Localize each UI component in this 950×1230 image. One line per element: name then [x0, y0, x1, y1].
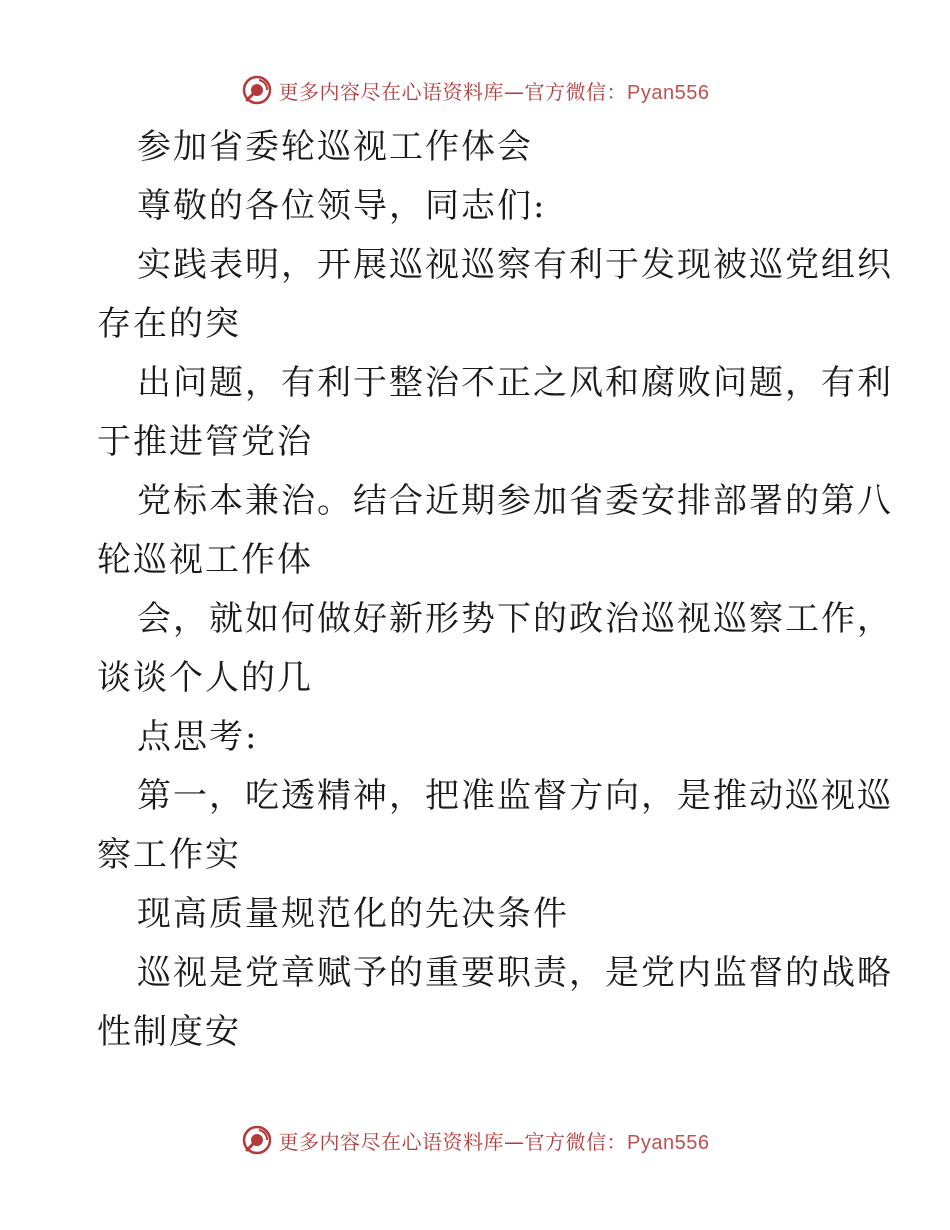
document-line: 谈谈个人的几 — [97, 658, 313, 698]
document-line: 轮巡视工作体 — [97, 540, 313, 580]
document-line: 第一，吃透精神，把准监督方向，是推动巡视巡 — [137, 776, 893, 816]
document-line: 实践表明，开展巡视巡察有利于发现被巡党组织 — [137, 245, 893, 285]
banner-separator: — — [504, 1129, 525, 1154]
document-line: 察工作实 — [97, 835, 241, 875]
banner-handle: Pyan556 — [627, 81, 710, 104]
brand-logo-icon — [241, 74, 273, 106]
banner-slogan: 更多内容尽在心语资料库 — [278, 1129, 505, 1154]
banner-contact-label: 官方微信： — [524, 79, 628, 104]
document-line: 出问题，有利于整治不正之风和腐败问题，有利 — [137, 363, 893, 403]
document-line: 于推进管党治 — [97, 422, 313, 462]
footer-banner — [0, 1120, 950, 1160]
document-line: 党标本兼治。结合近期参加省委安排部署的第八 — [137, 481, 893, 521]
document-line: 性制度安 — [97, 1012, 241, 1052]
banner-text — [279, 1126, 710, 1155]
banner-contact-label: 官方微信： — [524, 1129, 628, 1154]
banner-handle: Pyan556 — [627, 1131, 710, 1154]
document-body — [97, 118, 893, 1062]
document-line: 尊敬的各位领导，同志们: — [137, 186, 547, 226]
banner-text — [279, 76, 710, 105]
document-line: 会，就如何做好新形势下的政治巡视巡察工作， — [137, 599, 893, 639]
document-line: 点思考: — [137, 717, 259, 757]
banner-separator: — — [504, 79, 525, 104]
document-line: 现高质量规范化的先决条件 — [137, 894, 569, 934]
header-banner — [0, 70, 950, 110]
document-line: 参加省委轮巡视工作体会 — [137, 127, 533, 167]
document-line: 巡视是党章赋予的重要职责，是党内监督的战略 — [137, 953, 893, 993]
banner-slogan: 更多内容尽在心语资料库 — [278, 79, 505, 104]
brand-logo-icon — [241, 1124, 273, 1156]
document-line: 存在的突 — [97, 304, 241, 344]
